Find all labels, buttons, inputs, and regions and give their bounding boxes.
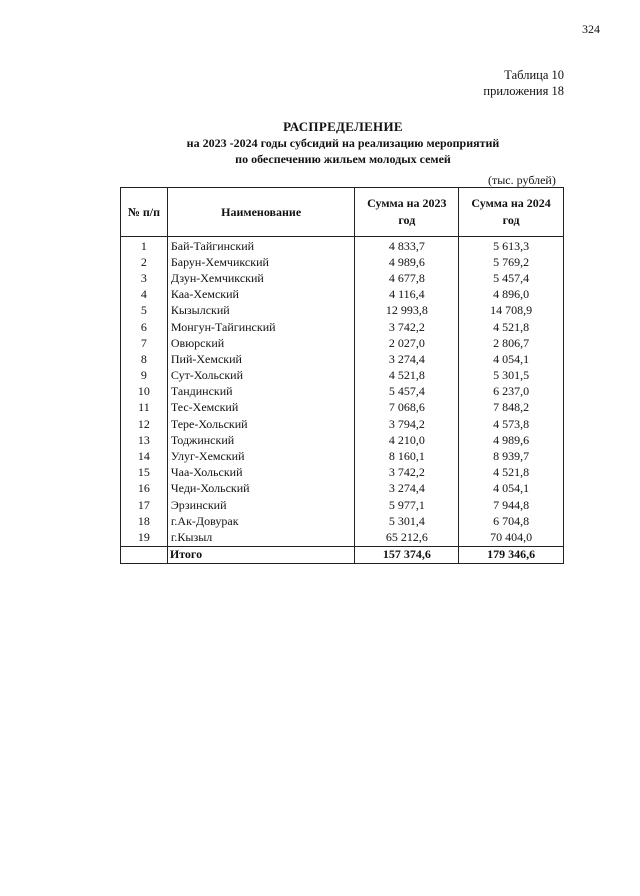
cell-2023: 3 742,2: [355, 319, 459, 335]
cell-name: Бай-Тайгинский: [167, 237, 355, 255]
cell-name: Пий-Хемский: [167, 351, 355, 367]
cell-2023: 5 977,1: [355, 497, 459, 513]
cell-2023: 7 068,6: [355, 400, 459, 416]
cell-name: Улуг-Хемский: [167, 448, 355, 464]
cell-num: 16: [121, 481, 168, 497]
cell-2023: 4 116,4: [355, 287, 459, 303]
cell-2023: 3 274,4: [355, 351, 459, 367]
cell-name: Чаа-Хольский: [167, 465, 355, 481]
table-row: [121, 270, 564, 286]
cell-name: Дзун-Хемчикский: [167, 270, 355, 286]
table-row: [121, 497, 564, 513]
header-2023-line2: год: [398, 213, 416, 227]
cell-name: Сут-Хольский: [167, 368, 355, 384]
cell-2024: 70 404,0: [459, 529, 564, 546]
table-row: [121, 481, 564, 497]
cell-name: Барун-Хемчикский: [167, 254, 355, 270]
cell-name: Чеди-Хольский: [167, 481, 355, 497]
cell-num: 18: [121, 513, 168, 529]
subsidy-table: [120, 187, 564, 564]
cell-2024: 5 301,5: [459, 368, 564, 384]
table-row: [121, 287, 564, 303]
total-label: Итого: [167, 546, 355, 563]
title-line3: по обеспечению жильем молодых семей: [235, 152, 451, 166]
total-2023: 157 374,6: [355, 546, 459, 563]
cell-num: 12: [121, 416, 168, 432]
cell-name: Каа-Хемский: [167, 287, 355, 303]
cell-num: 7: [121, 335, 168, 351]
cell-2024: 4 054,1: [459, 351, 564, 367]
table-row: [121, 513, 564, 529]
cell-2023: 4 833,7: [355, 237, 459, 255]
table-row: [121, 237, 564, 255]
total-row: [121, 546, 564, 563]
cell-num: 14: [121, 448, 168, 464]
cell-name: Овюрский: [167, 335, 355, 351]
total-num: [121, 546, 168, 563]
cell-2023: 65 212,6: [355, 529, 459, 546]
cell-2023: 3 742,2: [355, 465, 459, 481]
cell-name: Эрзинский: [167, 497, 355, 513]
cell-2024: 4 054,1: [459, 481, 564, 497]
table-row: [121, 384, 564, 400]
cell-2023: 2 027,0: [355, 335, 459, 351]
cell-2024: 8 939,7: [459, 448, 564, 464]
cell-2024: 6 237,0: [459, 384, 564, 400]
cell-2023: 4 521,8: [355, 368, 459, 384]
units-label: (тыс. рублей): [488, 173, 556, 187]
cell-2024: 4 989,6: [459, 432, 564, 448]
cell-num: 19: [121, 529, 168, 546]
cell-num: 11: [121, 400, 168, 416]
cell-num: 2: [121, 254, 168, 270]
table-row: [121, 529, 564, 546]
cell-name: Тере-Хольский: [167, 416, 355, 432]
table-row: [121, 400, 564, 416]
cell-2024: 4 896,0: [459, 287, 564, 303]
header-2024-line2: год: [502, 213, 520, 227]
cell-num: 1: [121, 237, 168, 255]
cell-num: 4: [121, 287, 168, 303]
cell-2023: 12 993,8: [355, 303, 459, 319]
cell-num: 6: [121, 319, 168, 335]
table-row: [121, 432, 564, 448]
cell-2024: 7 944,8: [459, 497, 564, 513]
document-title: [0, 118, 640, 167]
table-reference: [483, 67, 564, 99]
cell-name: Монгун-Тайгинский: [167, 319, 355, 335]
header-2024: [459, 188, 564, 237]
header-name: Наименование: [167, 188, 355, 237]
header-num: № п/п: [121, 188, 168, 237]
cell-2023: 4 989,6: [355, 254, 459, 270]
table-header-row: [121, 188, 564, 237]
cell-num: 10: [121, 384, 168, 400]
cell-name: Тандинский: [167, 384, 355, 400]
header-2024-line1: Сумма на 2024: [471, 196, 551, 210]
cell-2024: 6 704,8: [459, 513, 564, 529]
cell-2023: 3 274,4: [355, 481, 459, 497]
cell-2023: 3 794,2: [355, 416, 459, 432]
cell-num: 8: [121, 351, 168, 367]
table-row: [121, 416, 564, 432]
cell-name: Тес-Хемский: [167, 400, 355, 416]
cell-num: 17: [121, 497, 168, 513]
table-row: [121, 319, 564, 335]
cell-2024: 5 769,2: [459, 254, 564, 270]
table-row: [121, 368, 564, 384]
cell-name: г.Ак-Довурак: [167, 513, 355, 529]
page-number: 324: [582, 22, 600, 36]
table-row: [121, 465, 564, 481]
cell-2023: 5 301,4: [355, 513, 459, 529]
title-main: РАСПРЕДЕЛЕНИЕ: [283, 119, 403, 134]
table-row: [121, 254, 564, 270]
cell-2024: 4 573,8: [459, 416, 564, 432]
cell-num: 3: [121, 270, 168, 286]
cell-2023: 4 677,8: [355, 270, 459, 286]
cell-2024: 7 848,2: [459, 400, 564, 416]
total-2024: 179 346,6: [459, 546, 564, 563]
cell-name: Тоджинский: [167, 432, 355, 448]
table-row: [121, 303, 564, 319]
table-reference-line2: приложения 18: [483, 84, 564, 98]
table-row: [121, 448, 564, 464]
title-line2: на 2023 -2024 годы субсидий на реализацию мероприятий: [186, 136, 500, 150]
cell-2023: 8 160,1: [355, 448, 459, 464]
table-row: [121, 351, 564, 367]
cell-2024: 4 521,8: [459, 319, 564, 335]
table-body: [121, 237, 564, 564]
cell-2024: 4 521,8: [459, 465, 564, 481]
cell-num: 13: [121, 432, 168, 448]
cell-num: 9: [121, 368, 168, 384]
cell-2024: 14 708,9: [459, 303, 564, 319]
cell-2024: 5 457,4: [459, 270, 564, 286]
cell-2024: 5 613,3: [459, 237, 564, 255]
header-2023-line1: Сумма на 2023: [367, 196, 447, 210]
cell-2023: 5 457,4: [355, 384, 459, 400]
table-row: [121, 335, 564, 351]
cell-name: Кызылский: [167, 303, 355, 319]
table-reference-line1: Таблица 10: [504, 68, 564, 82]
header-2023: [355, 188, 459, 237]
cell-2024: 2 806,7: [459, 335, 564, 351]
cell-num: 5: [121, 303, 168, 319]
cell-num: 15: [121, 465, 168, 481]
cell-2023: 4 210,0: [355, 432, 459, 448]
cell-name: г.Кызыл: [167, 529, 355, 546]
